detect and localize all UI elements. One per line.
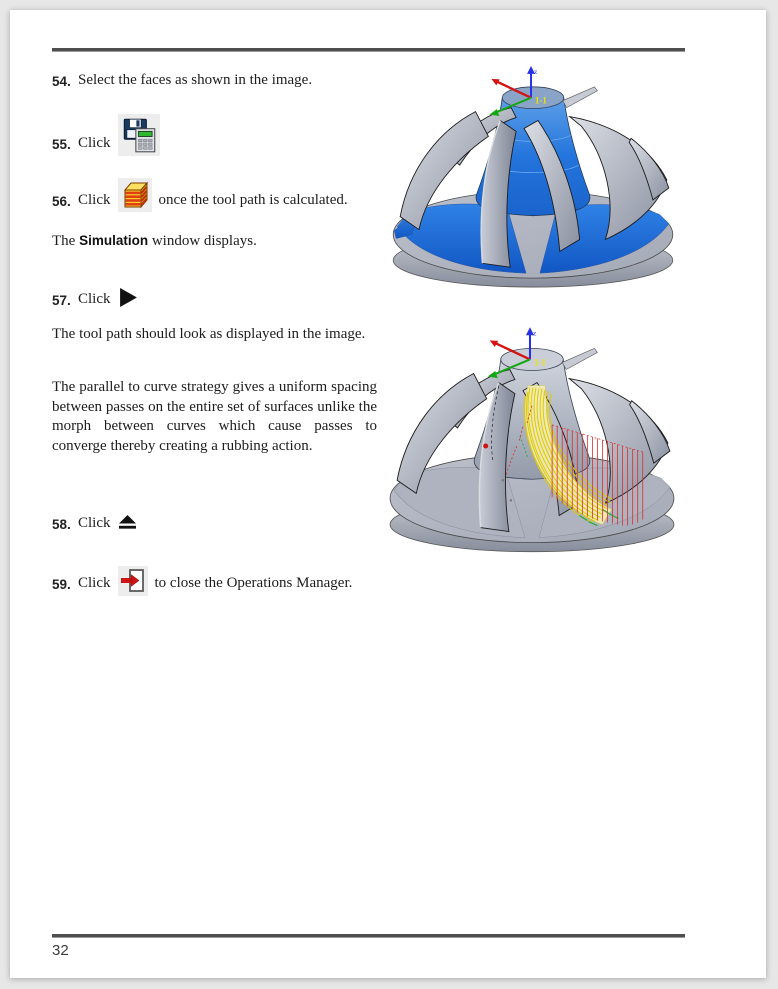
- step-text: Click: [78, 135, 111, 151]
- z-axis-label: z: [533, 328, 537, 338]
- strategy-paragraph: The parallel to curve strategy gives a uniform spacing between passes on the entire set of surfaces unlike the morph between curves which cause passes to converge thereby creating a rubbing action.: [52, 379, 377, 454]
- eject-icon: [118, 514, 137, 531]
- step-text: Click: [78, 192, 111, 208]
- play-icon: [118, 287, 139, 308]
- step-text: Click: [78, 515, 111, 531]
- step-number: 59.: [52, 577, 71, 592]
- figure-impeller-toolpath: [381, 320, 683, 568]
- ui-name-bold: Simulation: [79, 233, 149, 248]
- toolpath-start-point: [483, 443, 488, 448]
- origin-label: 1-1: [534, 357, 547, 368]
- text: window displays.: [148, 233, 257, 249]
- simulate-toolpath-icon: [118, 178, 152, 212]
- page-number: 32: [52, 942, 69, 959]
- step-text: Click: [78, 291, 111, 307]
- step-55: [52, 114, 167, 156]
- document-page: [10, 10, 766, 978]
- origin-label: 1-1: [534, 95, 547, 106]
- toolpath-paragraph: The tool path should look as displayed in the image.: [52, 326, 366, 342]
- step-text: Select the faces as shown in the image.: [78, 72, 313, 88]
- step-56: [52, 178, 348, 212]
- step-number: 57.: [52, 293, 71, 308]
- step-54: [52, 72, 312, 90]
- z-axis-label: z: [533, 66, 538, 76]
- step-number: 55.: [52, 137, 71, 152]
- figure-impeller-selected-faces: [383, 66, 683, 294]
- step-57: [52, 287, 146, 309]
- step-text-post: to close the Operations Manager.: [154, 575, 353, 591]
- step-number: 54.: [52, 74, 71, 89]
- top-rule: [52, 48, 685, 52]
- save-and-calculate-toolpath-icon: [118, 114, 160, 156]
- step-59: [52, 566, 352, 596]
- text: The: [52, 233, 80, 249]
- step-number: 58.: [52, 517, 71, 532]
- bottom-rule: [52, 934, 685, 938]
- step-58: [52, 514, 144, 533]
- simulation-paragraph: [52, 231, 377, 252]
- exit-operations-manager-icon: [118, 566, 148, 596]
- step-text: Click: [78, 575, 111, 591]
- step-number: 56.: [52, 194, 71, 209]
- step-text-post: once the tool path is calculated.: [158, 192, 348, 208]
